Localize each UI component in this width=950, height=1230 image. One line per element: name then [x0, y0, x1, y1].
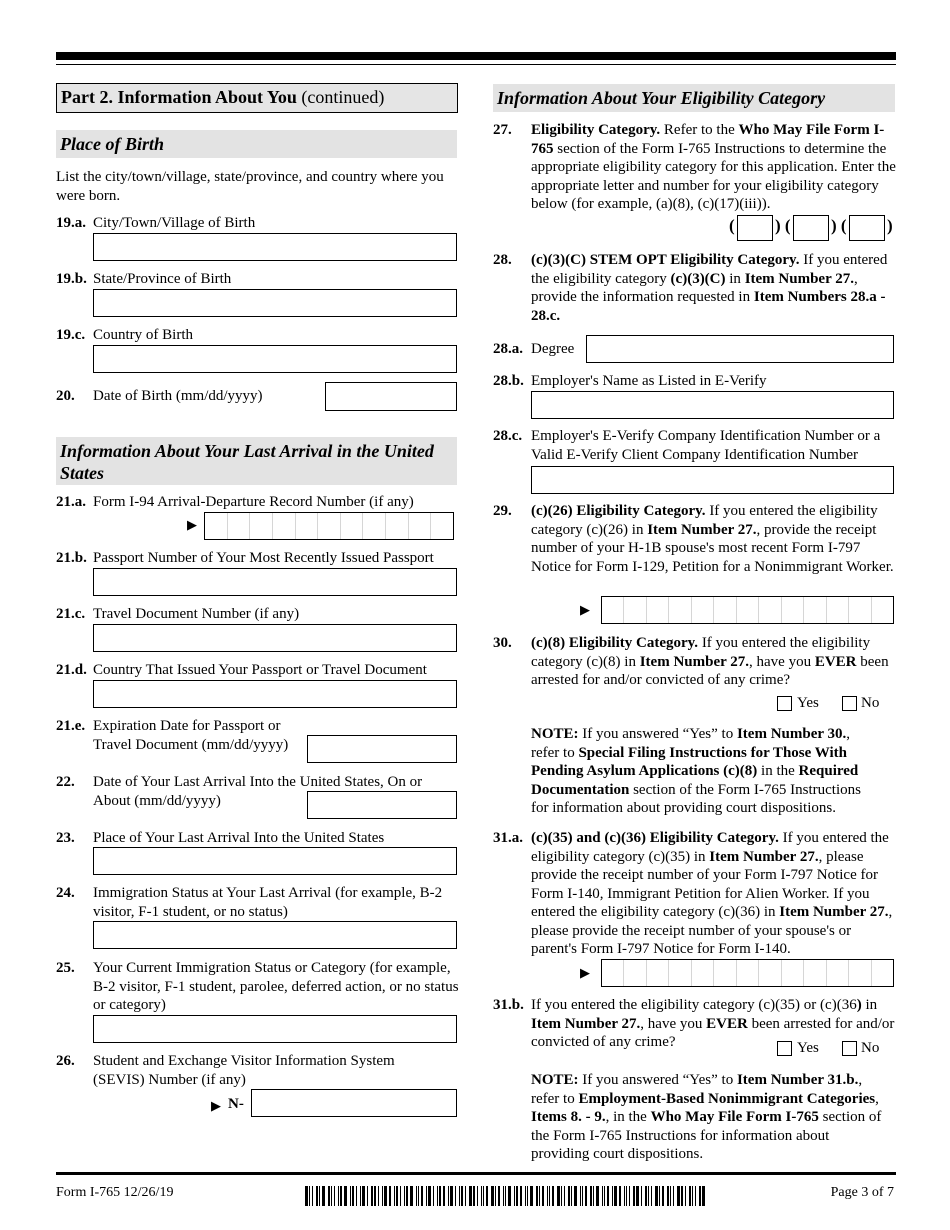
barcode-bar [527, 1186, 528, 1206]
arrow-icon: ▶ [187, 517, 197, 532]
eligibility-number-field[interactable] [793, 215, 829, 241]
item-number-29: 29. [493, 503, 512, 519]
date-of-birth-field[interactable] [325, 382, 457, 411]
paren-separator: ) ( [775, 216, 791, 235]
barcode-bar [498, 1186, 500, 1206]
item-number-19b: 19.b. [56, 271, 87, 287]
barcode-bar [636, 1186, 639, 1206]
barcode-bar [481, 1186, 482, 1206]
barcode-bar [673, 1186, 674, 1206]
barcode-bar [525, 1186, 526, 1206]
barcode-bar [450, 1186, 453, 1206]
text-run: If you entered the eligibility category (c)(8) in [531, 635, 871, 670]
top-rule [56, 52, 896, 60]
paren-open: ( [729, 216, 735, 235]
bold-run: NOTE: [531, 726, 579, 742]
c35-yes-checkbox[interactable] [777, 1041, 792, 1056]
item-number-22: 22. [56, 774, 75, 790]
passport-expiration-field[interactable] [307, 735, 457, 763]
item-number-25: 25. [56, 960, 75, 976]
everify-id-label: Employer's E-Verify Company Identification Number or a Valid E-Verify Client Company Identification Number [531, 428, 881, 463]
text-run: If you entered the eligibility category (c)(35) or (c)(36 [531, 997, 857, 1013]
barcode-bar [574, 1186, 577, 1206]
text-run: in [861, 997, 878, 1013]
i94-number-label: Form I-94 Arrival-Departure Record Number (if any) [93, 494, 414, 510]
barcode-bar [580, 1186, 581, 1206]
barcode-bar [582, 1186, 583, 1206]
eligibility-category-text [531, 121, 896, 214]
everify-id-field[interactable] [531, 466, 894, 494]
barcode-bar [418, 1186, 419, 1206]
barcode-bar [428, 1186, 431, 1206]
barcode-bar [542, 1186, 544, 1206]
barcode-bar [612, 1186, 613, 1206]
i94-number-field[interactable] [204, 512, 454, 540]
text-run: , refer to [531, 1072, 863, 1107]
barcode-bar [596, 1186, 599, 1206]
barcode-bar [394, 1186, 395, 1206]
last-arrival-date-label: Date of Your Last Arrival Into the United States, On or About (mm/dd/yyyy) [93, 774, 423, 809]
text-run: section of the Form I-765 Instructions to determine the appropriate eligibility category for this application. Enter the appropriate letter and number for your eligibility category below (for example, (a)(8), (c)(17)(iii)). [531, 140, 896, 212]
barcode-bar [549, 1186, 550, 1206]
current-status-label: Your Current Immigration Status or Category (for example, B-2 visitor, F-1 student, parolee, deferred action, or no status or category) [93, 960, 459, 1013]
c35-no-checkbox[interactable] [842, 1041, 857, 1056]
barcode-bar [374, 1186, 376, 1206]
barcode-bar [319, 1186, 320, 1206]
bold-run: Item Number 31.b. [736, 1072, 859, 1088]
barcode-bar [495, 1186, 496, 1206]
state-of-birth-field[interactable] [93, 289, 457, 317]
state-of-birth-label: State/Province of Birth [93, 271, 232, 287]
paren-close: ) [887, 216, 893, 235]
barcode-bar [360, 1186, 361, 1206]
text-run: in [725, 270, 745, 287]
arrow-icon: ▶ [580, 602, 590, 617]
barcode-bar [371, 1186, 373, 1206]
barcode-bar [503, 1186, 504, 1206]
bold-run: Eligibility Category. [531, 122, 661, 138]
barcode-bar [662, 1186, 664, 1206]
sevis-prefix: N- [228, 1096, 244, 1112]
eligibility-subsection-field[interactable] [849, 215, 885, 241]
status-at-arrival-label: Immigration Status at Your Last Arrival (for example, B-2 visitor, F-1 student, or no status) [93, 885, 443, 920]
barcode-bar [473, 1186, 475, 1206]
bold-run: (c)(26) Eligibility Category. [531, 503, 706, 519]
bold-run: NOTE: [531, 1072, 579, 1088]
c8-note [531, 725, 876, 818]
bold-run: Item Number 27. [639, 653, 749, 670]
text-run: If you answered “Yes” to [578, 726, 737, 742]
barcode-bar [384, 1186, 387, 1206]
city-of-birth-label: City/Town/Village of Birth [93, 215, 256, 231]
barcode-bar [561, 1186, 562, 1206]
barcode-bar [334, 1186, 335, 1206]
passport-number-label: Passport Number of Your Most Recently Issued Passport [93, 550, 434, 566]
barcode-bar [685, 1186, 686, 1206]
text-run: , refer to [531, 726, 850, 761]
barcode-bar [433, 1186, 434, 1206]
bold-run: EVER [706, 1015, 748, 1032]
barcode-bar [633, 1186, 635, 1206]
arrow-icon: ▶ [580, 965, 590, 980]
passport-number-field[interactable] [93, 568, 457, 596]
sevis-number-field[interactable] [251, 1089, 457, 1117]
barcode-bar [331, 1186, 332, 1206]
bold-run: Who May File Form I-765 [531, 122, 885, 157]
travel-document-field[interactable] [93, 624, 457, 652]
barcode-bar [607, 1186, 609, 1206]
c8-no-label: No [861, 695, 880, 711]
barcode-bar [367, 1186, 368, 1206]
text-run: If you entered the eligibility category (c)(26) in [531, 503, 878, 538]
barcode-bar [340, 1186, 342, 1206]
bold-run: Item Number 27. [709, 848, 819, 865]
bold-run: Who May File Form I-765 [650, 1109, 819, 1125]
barcode-bar [677, 1186, 680, 1206]
barcode-bar [571, 1186, 572, 1206]
employer-name-field[interactable] [531, 391, 894, 419]
eligibility-letter-field[interactable] [737, 215, 773, 241]
bottom-rule [56, 1172, 896, 1175]
barcode-bar [667, 1186, 669, 1206]
barcode-bar [659, 1186, 660, 1206]
barcode-bar [651, 1186, 652, 1206]
bold-run: (c)(3)(C) [670, 270, 726, 287]
barcode-image [305, 1186, 711, 1206]
barcode-bar [520, 1186, 522, 1206]
barcode-bar [344, 1186, 347, 1206]
barcode-bar [564, 1186, 565, 1206]
barcode-bar [461, 1186, 463, 1206]
part-header [56, 83, 458, 113]
barcode-bar [681, 1186, 683, 1206]
text-run: , [875, 1090, 879, 1107]
barcode-bar [410, 1186, 413, 1206]
barcode-bar [305, 1186, 308, 1206]
barcode-bar [448, 1186, 449, 1206]
text-run: section of the Form I-765 Instructions for information about providing court dispositions. [531, 1109, 882, 1162]
text-run: , have you [640, 1015, 707, 1032]
section-heading-place-of-birth: Place of Birth [56, 130, 457, 158]
text-run: section of the Form I-765 Instructions for information about providing court dispositions. [531, 781, 861, 816]
barcode-bar [539, 1186, 540, 1206]
barcode-bar [483, 1186, 484, 1206]
status-at-arrival-field[interactable] [93, 921, 457, 949]
barcode-bar [406, 1186, 408, 1206]
barcode-bar [328, 1186, 330, 1206]
current-status-field[interactable] [93, 1015, 457, 1043]
item-number-19a: 19.a. [56, 215, 86, 231]
degree-field[interactable] [586, 335, 894, 363]
item-number-28b: 28.b. [493, 373, 524, 389]
c35-c36-category-text [531, 829, 895, 959]
item-number-21d: 21.d. [56, 662, 87, 678]
text-run: , have you [749, 653, 815, 670]
barcode-bar [491, 1186, 494, 1206]
part-header-rest: (continued) [296, 87, 385, 107]
barcode-bar [530, 1186, 533, 1206]
barcode-bar [421, 1186, 423, 1206]
form-id: Form I-765 12/26/19 [56, 1185, 174, 1200]
barcode-bar [624, 1186, 625, 1206]
bold-run: Item Number 27. [744, 270, 854, 287]
arrow-icon: ▶ [211, 1098, 221, 1113]
country-of-birth-label: Country of Birth [93, 327, 193, 343]
city-of-birth-field[interactable] [93, 233, 457, 261]
barcode-bar [312, 1186, 313, 1206]
country-of-birth-field[interactable] [93, 345, 457, 373]
part-header-bold: Part 2. Information About You [61, 87, 297, 107]
c8-yes-label: Yes [797, 695, 819, 711]
c35-yes-label: Yes [797, 1040, 819, 1056]
barcode-bar [590, 1186, 592, 1206]
item-number-21b: 21.b. [56, 550, 87, 566]
barcode-bar [459, 1186, 460, 1206]
place-of-birth-intro: List the city/town/village, state/province, and country where you were born. [56, 169, 444, 204]
barcode-bar [362, 1186, 365, 1206]
item-number-19c: 19.c. [56, 327, 86, 343]
item-number-24: 24. [56, 885, 75, 901]
barcode-bar [626, 1186, 627, 1206]
barcode-bar [505, 1186, 506, 1206]
paren-separator: ) ( [831, 216, 847, 235]
page-number: Page 3 of 7 [830, 1185, 894, 1200]
barcode-bar [350, 1186, 351, 1206]
barcode-bar [614, 1186, 617, 1206]
barcode-bar [400, 1186, 401, 1206]
bold-run: (c)(3)(C) STEM OPT Eligibility Category. [531, 252, 800, 268]
barcode-bar [465, 1186, 466, 1206]
barcode-bar [629, 1186, 630, 1206]
bold-run: Required Documentation [531, 763, 859, 798]
barcode-bar [316, 1186, 318, 1206]
passport-expiration-label: Expiration Date for Passport or Travel Document (mm/dd/yyyy) [93, 718, 289, 753]
item-number-21e: 21.e. [56, 718, 86, 734]
barcode-bar [309, 1186, 310, 1206]
barcode-bar [689, 1186, 691, 1206]
text-run: If you answered “Yes” to [578, 1072, 737, 1088]
barcode-bar [552, 1186, 554, 1206]
barcode-bar [604, 1186, 605, 1206]
barcode-bar [536, 1186, 538, 1206]
barcode-bar [356, 1186, 357, 1206]
item-number-21c: 21.c. [56, 606, 86, 622]
barcode-bar [585, 1186, 587, 1206]
item-number-28a: 28.a. [493, 341, 523, 357]
top-thin-rule [56, 64, 896, 65]
barcode-bar [508, 1186, 511, 1206]
issuing-country-label: Country That Issued Your Passport or Travel Document [93, 662, 427, 678]
barcode-bar [322, 1186, 325, 1206]
text-run: If you entered the eligibility category (c)(35) in [531, 830, 889, 865]
barcode-bar [692, 1186, 693, 1206]
h1b-receipt-number-field[interactable] [601, 596, 894, 624]
bold-run: ) [856, 997, 862, 1013]
section-heading-last-arrival: Information About Your Last Arrival in the United States [56, 437, 457, 485]
item-number-31b: 31.b. [493, 997, 524, 1013]
last-arrival-place-field[interactable] [93, 847, 457, 875]
barcode-bar [486, 1186, 488, 1206]
barcode-bar [396, 1186, 398, 1206]
bold-run: Items 8. - 9. [531, 1109, 606, 1125]
text-run: , in the [605, 1109, 651, 1125]
barcode-bar [670, 1186, 671, 1206]
i140-receipt-number-field[interactable] [601, 959, 894, 987]
c35-no-label: No [861, 1040, 880, 1056]
travel-document-label: Travel Document Number (if any) [93, 606, 300, 622]
barcode-bar [338, 1186, 339, 1206]
barcode-bar [602, 1186, 603, 1206]
item-number-30: 30. [493, 635, 512, 651]
item-number-20: 20. [56, 388, 75, 404]
bold-run: Employment-Based Nonimmigrant Categories [578, 1090, 876, 1107]
issuing-country-field[interactable] [93, 680, 457, 708]
c8-yes-checkbox[interactable] [777, 696, 792, 711]
text-run: in the [757, 763, 799, 779]
bold-run: Special Filing Instructions for Those With Pending Asylum Applications (c)(8) [531, 744, 847, 779]
barcode-bar [378, 1186, 379, 1206]
stem-opt-text [531, 251, 894, 325]
c8-no-checkbox[interactable] [842, 696, 857, 711]
text-run: been arrested for and/or convicted of any crime? [531, 653, 889, 688]
bold-run: Item Number 27. [647, 521, 757, 538]
text-run: Refer to the [660, 122, 739, 138]
bold-run: Item Numbers 28.a - 28.c. [531, 289, 886, 324]
barcode-bar [547, 1186, 548, 1206]
barcode-bar [695, 1186, 696, 1206]
barcode-bar [455, 1186, 456, 1206]
c26-category-text [531, 502, 896, 576]
employer-name-label: Employer's Name as Listed in E-Verify [531, 373, 767, 389]
barcode-bar [382, 1186, 383, 1206]
barcode-bar [514, 1186, 515, 1206]
item-number-23: 23. [56, 830, 75, 846]
bold-run: (c)(35) and (c)(36) Eligibility Category. [531, 830, 779, 846]
barcode-bar [641, 1186, 642, 1206]
barcode-bar [648, 1186, 649, 1206]
barcode-bar [443, 1186, 445, 1206]
barcode-bar [437, 1186, 438, 1206]
bold-run: Item Number 27. [779, 904, 889, 920]
barcode-bar [352, 1186, 354, 1206]
barcode-bar [439, 1186, 441, 1206]
date-of-birth-label: Date of Birth (mm/dd/yyyy) [93, 388, 263, 404]
barcode-bar [426, 1186, 427, 1206]
barcode-bar [568, 1186, 570, 1206]
bold-run: EVER [814, 653, 857, 670]
item-number-28c: 28.c. [493, 428, 523, 444]
text-run: been arrested for and/or convicted of any crime? [531, 1015, 895, 1050]
item-number-31a: 31.a. [493, 830, 523, 846]
bold-run: Item Number 30. [736, 726, 847, 742]
bold-run: (c)(8) Eligibility Category. [531, 635, 699, 651]
text-run: , provide the receipt number of your H-1B spouse's most recent Form I-797 Notice for Form I-129, Petition for a Nonimmigrant Worker. [531, 521, 894, 575]
item-number-28: 28. [493, 252, 512, 268]
barcode-bar [404, 1186, 405, 1206]
barcode-bar [389, 1186, 391, 1206]
item-number-26: 26. [56, 1053, 75, 1069]
barcode-bar [557, 1186, 560, 1206]
item-number-21a: 21.a. [56, 494, 86, 510]
barcode-bar [516, 1186, 518, 1206]
barcode-bar [619, 1186, 621, 1206]
text-run: , please provide the receipt number of your spouse's or parent's Form I-797 Notice for Form I-140. [531, 904, 893, 957]
sevis-number-label: Student and Exchange Visitor Information System (SEVIS) Number (if any) [93, 1053, 395, 1088]
last-arrival-date-field[interactable] [307, 791, 457, 819]
bold-run: Item Number 27. [531, 1015, 641, 1032]
text-run: If you entered the eligibility category [531, 252, 888, 287]
barcode-bar [699, 1186, 701, 1206]
c8-category-text [531, 634, 894, 690]
barcode-bar [477, 1186, 478, 1206]
degree-label: Degree [531, 341, 575, 357]
section-heading-eligibility: Information About Your Eligibility Category [493, 84, 895, 112]
c35-note [531, 1071, 891, 1164]
barcode-bar [702, 1186, 705, 1206]
barcode-bar [655, 1186, 658, 1206]
last-arrival-place-label: Place of Your Last Arrival Into the United States [93, 830, 385, 846]
barcode-bar [416, 1186, 417, 1206]
barcode-bar [593, 1186, 594, 1206]
barcode-bar [469, 1186, 472, 1206]
text-run: , please provide the receipt number of your Form I-797 Notice for Form I-140, Immigrant Petition for Alien Worker. If you entered the eligibility category (c)(36) in [531, 848, 878, 920]
text-run: , provide the information requested in [531, 270, 858, 305]
item-number-27: 27. [493, 122, 512, 138]
barcode-bar [645, 1186, 647, 1206]
